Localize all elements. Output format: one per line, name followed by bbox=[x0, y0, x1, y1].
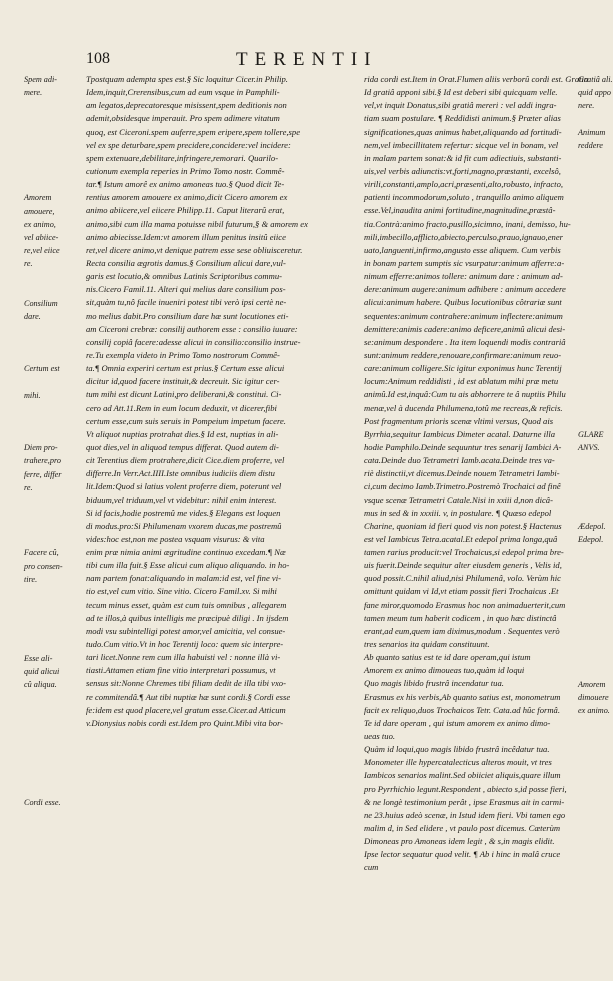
text-line: di modus.pro:Si Philumenam vxorem ducas,me postremû bbox=[86, 520, 282, 531]
text-line: lit.Idem:Quod si latius volent proferre diem, poterunt vel bbox=[86, 481, 282, 492]
text-line: menæ,vel à ducenda Philumena,totû me recreas,& reficis. bbox=[364, 402, 563, 413]
text-line: garis est locutio,& omnibus Latinis Scriptoribus commu- bbox=[86, 271, 282, 282]
text-line: mo melius dabit.Pro consilium dare hæ sunt locutiones eti- bbox=[86, 310, 289, 321]
text-line: Ab quanto satius est te id dare operam,qui istum bbox=[364, 652, 531, 663]
margin-gloss: Facere cû, bbox=[24, 548, 59, 558]
margin-gloss: trahere,pro bbox=[24, 456, 61, 466]
text-line: fe:idem est quod placere,vel gratum esse.Cicer.ad Atticum bbox=[86, 704, 286, 715]
text-line: vel ex spe deturbare,spem precidere,concidere:vel incidere: bbox=[86, 139, 291, 150]
text-line: modi vsu subintelligi potest amor,vel amicitia, vel consue- bbox=[86, 625, 286, 636]
text-line: animo abiecisse.Idem:vt amorem illum penitus insitû eiice bbox=[86, 231, 286, 242]
text-line: sunt:animum reddere,renouare,confirmare:animum reuo- bbox=[364, 349, 562, 360]
margin-gloss: Edepol. bbox=[578, 535, 604, 545]
text-line: tecum minus esset, quàm est cum tuis omnibus , allegarem bbox=[86, 599, 287, 610]
margin-gloss: mihi. bbox=[24, 390, 41, 400]
text-line: enim præ nimia animi ægritudine continuo excedam.¶ Næ bbox=[86, 547, 286, 558]
text-line: patienti incommodorum,soluto , tranquillo animo aliquem bbox=[364, 192, 564, 203]
text-line: in malam partem sonat:& id fit cum adiectiuis, substanti- bbox=[364, 152, 562, 163]
text-line: tar.¶ Istum amorê ex animo amoneas tuo.§ Quod dicit Te- bbox=[86, 179, 285, 190]
text-line: re.Tu exempla videto in Primo Tomo nostrorum Commê- bbox=[86, 349, 280, 360]
margin-gloss: mere. bbox=[24, 88, 43, 98]
text-line: animû.Id est,inquâ:Cum tu ais abhorrere te â nuptiis Philu bbox=[364, 389, 566, 400]
text-line: tamen meum tum haberit codicem , in quo hæc distinctâ bbox=[364, 612, 557, 623]
margin-gloss: pro consen- bbox=[24, 561, 63, 571]
text-line: differre.In Verr.Act.IIII.Iste omnibus iudiciis diem distu bbox=[86, 468, 275, 479]
text-line: spem extenuare,debilitare,infringere,remorari. Quarilo- bbox=[86, 152, 279, 163]
margin-gloss: dare. bbox=[24, 311, 41, 321]
text-line: re commitendâ.¶ Aut tibi nuptiæ hæ sunt cordi.§ Cordi esse bbox=[86, 691, 291, 702]
text-line: riè distinctii,vt dicemus.Deinde nouem Tetrametri Iambi- bbox=[364, 468, 560, 479]
margin-gloss: Cordi esse. bbox=[24, 798, 61, 808]
margin-gloss: Amorem bbox=[24, 193, 52, 203]
text-line: sit,quàm tu,nô facile inueniri potest tibi verò ipsi certè ne- bbox=[86, 297, 287, 308]
text-line: Dimoneas pro Amoneas idem legit , & s,in magis elidit. bbox=[364, 836, 555, 847]
text-line: ademit,obsidesque imperauit. Pro spem adimere vitatum bbox=[86, 113, 280, 124]
text-line: facit ex reliquo,duos Trochaicos Tetr. Cata.ad hûc formâ. bbox=[364, 704, 560, 715]
text-line: nis.Cicero Famil.11. Alteri qui melius dare consilium pos- bbox=[86, 284, 286, 295]
text-line: se:animum despondere . Ita item loquendi modis contrariâ bbox=[364, 336, 566, 347]
text-line: uis fuerit.Deinde sequitur alter eiusdem generis , Velis id, bbox=[364, 560, 562, 571]
margin-gloss: dimouere bbox=[578, 693, 609, 703]
text-line: animo,sibi cum illa mama potuisse nibil futurum,§ & amorem ex bbox=[86, 218, 308, 229]
margin-gloss: Diem pro- bbox=[24, 443, 58, 453]
text-line: mili,imbecillo,afflicto,abiecto,perculso,prauo,ignauo,ener bbox=[364, 231, 563, 242]
text-line: tiam suam postulare. ¶ Reddidisti animum.§ Præter alias bbox=[364, 113, 561, 124]
text-line: vides:hoc est,non me postea vsquam visurus: & vita bbox=[86, 533, 265, 544]
margin-gloss: ANVS. bbox=[578, 443, 600, 453]
text-line: sensus sit:Nonne Chremes tibi filiam dedit de illa tibi vxo- bbox=[86, 678, 286, 689]
text-line: in bonam partem sumptis sic vsurpatur:animum afferre:a- bbox=[364, 257, 565, 268]
text-line: Amorem ex animo dimoueas tuo,quàm id loqui bbox=[364, 665, 525, 676]
text-line: rentius amorem amouere ex animo,dicit Cicero amorem ex bbox=[86, 192, 288, 203]
text-line: vsque scenæ Tetrametri Catale.Nisi in xxiii d,non dicâ- bbox=[364, 494, 553, 505]
margin-gloss: ex animo. bbox=[578, 706, 610, 716]
text-line: tari licet.Nonne rem cum illa habuisti vel : nonne illà vi- bbox=[86, 652, 281, 663]
text-line: ad te illos,à quibus intelligis me præcipuè diligi . In ijsdem bbox=[86, 612, 289, 623]
text-line: fane miror,quomodo Erasmus hoc non animaduerterit,cum bbox=[364, 599, 566, 610]
text-line: am Ciceroni crebræ: consilij authorem esse : consilio iuuare: bbox=[86, 323, 298, 334]
margin-gloss: Spem adi- bbox=[24, 75, 57, 84]
text-line: ta.¶ Omnia experiri certum est prius.§ Certum esse alicui bbox=[86, 363, 285, 374]
margin-gloss: amouere, bbox=[24, 206, 55, 216]
margin-gloss: Amorem bbox=[578, 679, 606, 689]
text-line: cata.Deinde duo Tetrametri Iamb.acata.Deinde tres va- bbox=[364, 455, 555, 466]
text-line: care:animum colligere.Sic igitur exponimus hunc Terentij bbox=[364, 363, 562, 374]
text-line: malim d, in Sed elidere , vt paulo post dicemus. Cæterùm bbox=[364, 823, 561, 834]
margin-gloss: re. bbox=[24, 482, 33, 492]
text-line: nam partem fonat:aliquando in malam:id est, vel fine vi- bbox=[86, 573, 282, 584]
text-line: consilij copiâ facere:adesse alicui in consilio:consilio instrue- bbox=[86, 336, 301, 347]
margin-gloss: quid appo bbox=[578, 88, 611, 98]
margin-gloss: ex animo, bbox=[24, 219, 56, 229]
text-line: Iambicos senarios malint.Sed obiiciet aliquis,quare illum bbox=[364, 770, 561, 781]
text-line: nem,vel imbecillitatem refertur: sicque vel in bonam, vel bbox=[364, 139, 559, 150]
text-line: v.Dionysius nobis cordi est.Idem pro Quint.Mibi vita bor- bbox=[86, 717, 284, 728]
text-line: Idem,inquit,Crerensibus,cum ad eum vsque in Pamphili- bbox=[86, 87, 280, 98]
margin-gloss: quid alicui bbox=[24, 666, 60, 676]
text-line: rida cordi est.Item in Orat.Flumen aliis verborû cordi est. Gratia bbox=[364, 74, 589, 84]
text-line: & ne longè testimonium perât , ipse Erasmus ait in carmi- bbox=[364, 796, 565, 807]
text-line: tum mihi est dicunt Latini,pro deliberani,& constitui. Ci- bbox=[86, 389, 282, 400]
running-title: TERENTII bbox=[236, 49, 378, 70]
text-line: Post fragmentum prioris scenæ vltimi versus, Quod ais bbox=[364, 415, 554, 426]
text-line: Si id facis,hodie postremû me vides.§ Elegans est loquen bbox=[86, 507, 281, 518]
text-line: dicitur id,quod facere instituit,& decreuit. Sic igitur cer- bbox=[86, 376, 280, 387]
text-line: mus in sed & in xxxiii. v, in postulare. ¶ Quæso edepol bbox=[364, 507, 552, 518]
margin-gloss: Animum bbox=[578, 127, 606, 137]
text-line: ret,vel dicere animo,vt denique patrem esse sese obliuisceretur. bbox=[86, 244, 303, 255]
text-line: tiasti.Attamen etiam fine vitio interpretari possumus, vt bbox=[86, 665, 276, 676]
text-line: omittunt quidam vi Id,vt etiam possit fieri Trochaicus .Et bbox=[364, 586, 559, 597]
text-line: ne 23.huius adeò scenæ, in Istud idem fieri. Vbi tamen ego bbox=[364, 809, 566, 820]
margin-gloss: Certum est bbox=[24, 364, 60, 374]
text-line: animo abiicere,vel eiicere Philipp.11. Caput literarû erat, bbox=[86, 205, 285, 216]
margin-gloss: GLARE bbox=[578, 430, 604, 440]
margin-gloss: tire. bbox=[24, 574, 38, 584]
margin-gloss: Esse ali- bbox=[24, 653, 53, 663]
text-line: Quàm id loqui,quo magis libido frustrâ incêdatur tua. bbox=[364, 744, 550, 755]
text-line: locum:Animum reddidisti , id est ablatum mihi præ metu bbox=[364, 376, 559, 387]
text-line: Ipse lector sequatur quod velit. ¶ Ab i hinc in malâ cruce bbox=[364, 849, 561, 860]
margin-gloss: Gratiâ ali. bbox=[578, 75, 613, 84]
text-line: Byrrhia,sequitur Iambicus Dimeter acatal. Daturne illa bbox=[364, 428, 556, 439]
text-line: esse.Vel,inaudita animi fortitudine,magnitudine,præstâ- bbox=[364, 205, 556, 216]
text-line: Te id dare operam , qui istum amorem ex animo dimo- bbox=[364, 717, 551, 728]
text-line: sequentes:animum contrahere:animum inflectere:animum bbox=[364, 310, 563, 321]
text-line: Erasmus ex his verbis,Ab quanto satius est, monometrum bbox=[364, 691, 561, 702]
margin-gloss: re. bbox=[24, 259, 33, 269]
text-line: cero ad Att.11.Rem in eum locum deduxit, vt dicerer,fibi bbox=[86, 402, 277, 413]
text-line: vel,vt inquit Donatus,sibi gratiâ mereri : vel addi ingra- bbox=[364, 100, 557, 111]
margin-gloss: Ædepol. bbox=[578, 522, 606, 532]
text-line: biduum,vel triduum,vel vt videbitur: nihil enim interest. bbox=[86, 494, 277, 505]
text-line: Id gratiâ apponi sibi.§ Id est deberi sibi quicquam velle. bbox=[364, 87, 558, 98]
margin-gloss: re,vel eiice bbox=[24, 245, 60, 255]
text-line: cum bbox=[364, 862, 379, 873]
text-line: Charine, quoniam id fieri quod vis non potest.§ Hactenus bbox=[364, 520, 562, 531]
page-number: 108 bbox=[86, 50, 110, 67]
text-line: ci,cum decimo Iamb.Trimetro.Postremò Trochaici ad finê bbox=[364, 481, 561, 492]
text-line: quoq, est Ciceroni.spem auferre,spem eripere,spem tollere,spe bbox=[86, 126, 301, 137]
text-line: tamen rarius producit:vel Trochaicus,si edepol prima bre- bbox=[364, 547, 564, 558]
text-line: erant,ad eum,quem iam diximus,modum . Sequentes verò bbox=[364, 625, 560, 636]
text-line: demittere:animis cadere:animo deficere,animû alicui desi- bbox=[364, 323, 566, 334]
text-line: certum esse,cum suis seruis in Pompeium impetum facere. bbox=[86, 415, 286, 426]
text-line: dere:animum augere:animum adhibere : animum accedere bbox=[364, 284, 566, 295]
margin-gloss: cû aliqua. bbox=[24, 679, 57, 689]
text-line: Recta consilia ægrotis damus.§ Consilium alicui dare,vul- bbox=[86, 257, 286, 268]
text-line: Quo magis libido frustrâ incendatur tua. bbox=[364, 678, 504, 689]
text-line: tudo.Cum vitio.Vt in hoc Terentij loco: quem sic interpre- bbox=[86, 639, 284, 650]
text-line: cit Terentius diem protrahere,dicit Cice.diem proferre, vel bbox=[86, 455, 285, 466]
text-line: ueas tuo. bbox=[364, 731, 396, 742]
text-line: tia.Contrà:animo fracto,pusillo,sicimno, inani, demisso, hu- bbox=[364, 218, 571, 229]
text-line: quot dies,vel in aliquod tempus differat. Quod autem di- bbox=[86, 441, 279, 452]
text-line: tio est,vel cum vitio. Sine vitio. Cicero Famil.xv. Si mihi bbox=[86, 586, 277, 597]
text-line: virili,constanti,amplo,acri,præsenti,alto,robusto, infracto, bbox=[364, 179, 564, 190]
margin-gloss: vel abiice- bbox=[24, 232, 59, 242]
text-line: tres senarios ita quidam constituunt. bbox=[364, 639, 490, 650]
margin-gloss: Consilium bbox=[24, 298, 58, 308]
text-line: Vt aliquot nuptias protrahat dies.§ Id est, nuptias in ali- bbox=[86, 428, 279, 439]
text-line: cutionum exempla reperies in Primo Tomo nostr. Commê- bbox=[86, 165, 285, 176]
text-line: Tpostquam adempta spes est.§ Sic loquitur Cicer.in Philip. bbox=[86, 74, 288, 84]
text-line: alicui:animum habere. Quibus locutionibus côtrariæ sunt bbox=[364, 297, 562, 308]
text-line: significationes,quas animus habet,aliquando ad fortitudi- bbox=[364, 126, 562, 137]
text-line: pro Pyrrhichio legunt.Respondent , abiecto s,id posse fieri, bbox=[364, 783, 567, 794]
left-text-column bbox=[86, 73, 354, 730]
text-line: uis,vel verbis adiunctis:vt,forti,magno,præstanti, excelsô, bbox=[364, 165, 561, 176]
text-line: tibi cum illa fuit.§ Esse alicui cum aliquo aliquando. in ho- bbox=[86, 560, 290, 571]
text-line: hodie Pamphilo.Deinde sequuntur tres senarij Iambici A- bbox=[364, 441, 562, 452]
text-line: quod possit.C.nihil aliud,nisi Philumenâ, volo. Verùm hic bbox=[364, 573, 561, 584]
text-line: nimum efferre:animos tollere: animum dare : animum ad- bbox=[364, 271, 563, 282]
text-line: est vel Iambicus Tetra.acatal.Et edepol prima longa,quâ bbox=[364, 533, 558, 544]
margin-gloss: reddere bbox=[578, 140, 603, 150]
text-line: am legatos,deprecatoresque misissent,spem deditionis non bbox=[86, 100, 287, 111]
margin-gloss: nere. bbox=[578, 101, 595, 111]
text-line: Monometer ille hypercatalecticus alteros mouit, vt tres bbox=[364, 757, 552, 768]
margin-gloss: ferre, differ bbox=[24, 469, 62, 479]
text-line: uato,languenti,infirmo,angusto esse aliquem. Cum verbis bbox=[364, 244, 561, 255]
